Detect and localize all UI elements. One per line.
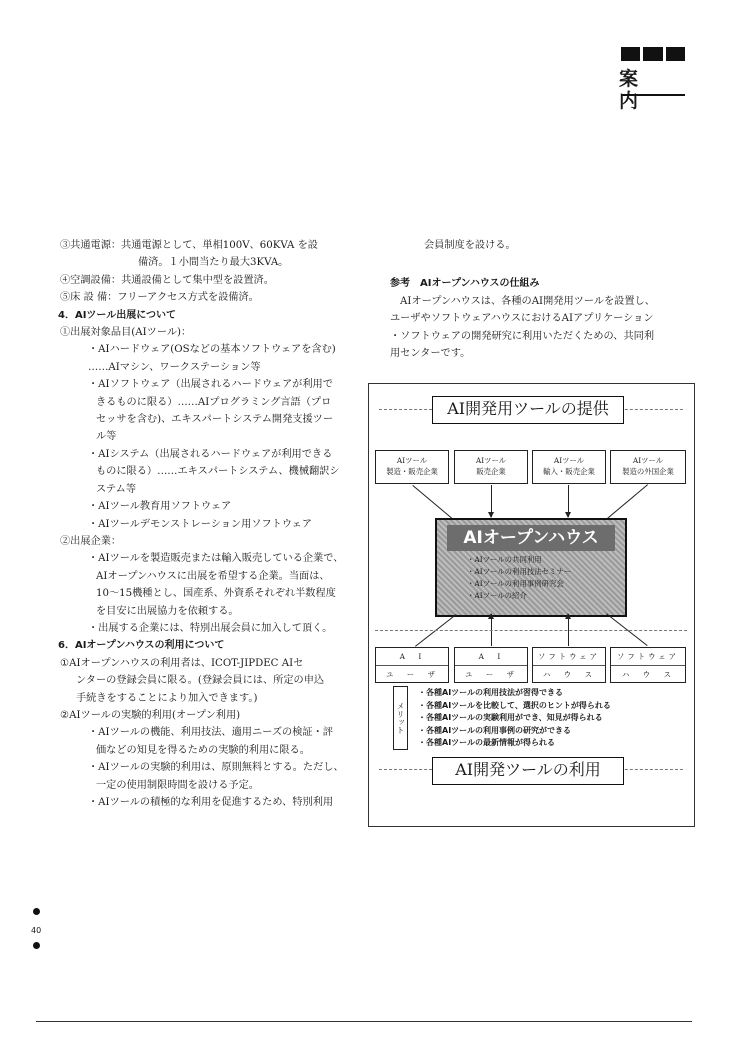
section-heading: 4．AIツール出展について: [58, 309, 177, 321]
bottom-banner: AI開発ツールの利用: [432, 757, 624, 785]
text-line: きるものに限る）……AIプログラミング言語（プロ: [96, 396, 332, 408]
provider-line1: AIツール: [553, 456, 585, 465]
user-bottom: ユ ー ザ: [386, 670, 438, 679]
text-line: ②出展企業：: [60, 535, 122, 547]
margin-bullet: [33, 908, 40, 915]
text-line: ユーザやソフトウェアハウスにおけるAIアプリケーション: [390, 313, 654, 325]
provider-line2: 製造の外国企業: [622, 467, 674, 476]
margin-bullet: [33, 942, 40, 949]
service-item: ・AIツールの紹介: [467, 591, 527, 600]
service-list: [437, 554, 625, 602]
text-line: 10～15機種とし、国産系、外資系それぞれ半数程度: [96, 588, 336, 600]
user-top: A I: [376, 648, 448, 666]
section-title: 案 内: [619, 68, 653, 112]
merit-item: ・各種AIツールを比較して、選択のヒントが得られる: [418, 700, 611, 710]
provider-line1: AIツール: [475, 456, 507, 465]
text-line: ②AIツールの実験的利用(オープン利用): [60, 709, 241, 721]
user-box: [610, 647, 686, 683]
service-item: ・AIツールの利用事例研究会: [467, 579, 564, 588]
text-line: 備済。１小間当たり最大3KVA。: [138, 257, 289, 269]
text-line: 手続きをすることにより加入できます。): [76, 692, 258, 704]
text-line: 価などの知見を得るための実験的利用に限る。: [96, 744, 310, 756]
merit-item: ・各種AIツールの利用事例の研究ができる: [418, 725, 572, 735]
merit-label: メリット: [393, 686, 408, 750]
text-line: ・ソフトウェアの開発研究に利用いただくための、共同利: [390, 330, 655, 342]
text-line: ル等: [96, 431, 117, 443]
header-rule: [621, 94, 685, 96]
user-box: [454, 647, 528, 683]
list-item: ・AIツールの積極的な利用を促進するため、特別利用: [88, 797, 334, 808]
text-line: ①AIオープンハウスの利用者は、ICOT-JIPDEC AIセ: [60, 657, 304, 669]
user-box: [375, 647, 449, 683]
right-column: [390, 237, 690, 362]
text-line: ステム等: [96, 483, 137, 495]
text-line: 会員制度を設ける。: [424, 240, 516, 251]
text-line: ⑤床 設 備：フリーアクセス方式を設備済。: [60, 292, 259, 304]
list-item: ・AIソフトウェア（出展されるハードウェアが利用で: [88, 379, 333, 391]
text-line: ④空調設備：共通設備として集中型を設置済。: [60, 274, 274, 286]
provider-line2: 製造・販売企業: [386, 467, 438, 476]
list-item: ・AIツールを製造販売または輸入販売している企業で、: [88, 553, 344, 565]
reference-heading: 参考 AIオープンハウスの仕組み: [390, 278, 540, 290]
user-top: A I: [455, 648, 527, 666]
open-house-title: AIオープンハウス: [447, 525, 615, 551]
provider-box: [610, 450, 686, 484]
provider-line2: 販売企業: [476, 467, 506, 476]
merit-item: ・各種AIツールの利用技法が習得できる: [418, 688, 564, 697]
list-item: ・出展する企業には、特別出展会員に加入して頂く。: [88, 622, 333, 634]
merit-list: [418, 687, 611, 750]
list-item: ・AIシステム（出展されるハードウェアが利用できる: [88, 448, 333, 460]
down-arrow: [491, 485, 492, 517]
left-column: [58, 237, 368, 811]
text-line: セッサを含む)、エキスパートシステム開発支援ツー: [96, 414, 334, 426]
list-item: ・AIツールの機能、利用技法、適用ニーズの検証・評: [88, 727, 333, 739]
text-line: 用センターです。: [390, 348, 471, 360]
down-arrow: [568, 485, 569, 517]
text-line: ンターの登録会員に限る。(登録会員には、所定の申込: [76, 675, 325, 687]
text-line: AIオープンハウスは、各種のAI開発用ツールを設置し、: [400, 295, 655, 307]
section-heading: 6．AIオープンハウスの利用について: [58, 640, 225, 652]
text-line: ……AIマシン、ワークステーション等: [88, 361, 261, 373]
user-box: [532, 647, 606, 683]
merit-item: ・各種AIツールの最新情報が得られる: [418, 738, 556, 748]
user-bottom: ユ ー ザ: [465, 670, 517, 679]
top-banner: AI開発用ツールの提供: [432, 396, 624, 424]
list-item: ・AIツールの実験的利用は、原則無料とする。ただし、: [88, 762, 344, 774]
provider-box: [532, 450, 606, 484]
provider-box: [375, 450, 449, 484]
text-line: ③共通電源：共通電源として、単相100V、60KVA を設: [60, 240, 318, 251]
service-item: ・AIツールの共同利用: [467, 555, 542, 564]
provider-box: [454, 450, 528, 484]
text-line: ①出展対象品目(AIツール)：: [60, 327, 192, 339]
list-item: ・AIツールデモンストレーション用ソフトウェア: [88, 518, 312, 530]
arrow-line: [606, 484, 648, 519]
open-house-box: [435, 518, 627, 617]
footer-rule: [36, 1021, 692, 1022]
provider-line2: 輸入・販売企業: [543, 467, 595, 476]
text-line: 一定の使用制限時間を設ける予定。: [96, 779, 259, 791]
divider: [375, 630, 687, 631]
text-line: ものに限る）……エキスパートシステム、機械翻訳シ: [96, 466, 340, 478]
user-bottom: ハ ウ ス: [622, 670, 674, 679]
list-item: ・AIハードウェア(OSなどの基本ソフトウェアを含む): [88, 344, 336, 356]
user-top: ソフトウェア: [611, 648, 685, 666]
header-blocks: [621, 47, 685, 61]
text-line: を目安に出展協力を依頼する。: [96, 605, 239, 617]
list-item: ・AIツール教育用ソフトウェア: [88, 501, 232, 513]
user-top: ソフトウェア: [533, 648, 605, 666]
arrow-line: [412, 485, 454, 520]
text-line: AIオープンハウスに出展を希望する企業。当面は、: [96, 570, 330, 582]
service-item: ・AIツールの利用技法セミナー: [467, 567, 572, 576]
page-number: 40: [31, 926, 42, 935]
merit-item: ・各種AIツールの実験利用ができ、知見が得られる: [418, 713, 603, 723]
user-bottom: ハ ウ ス: [543, 670, 595, 679]
provider-line1: AIツール: [396, 456, 428, 465]
ai-open-house-diagram: [368, 383, 695, 827]
provider-line1: AIツール: [632, 456, 664, 465]
